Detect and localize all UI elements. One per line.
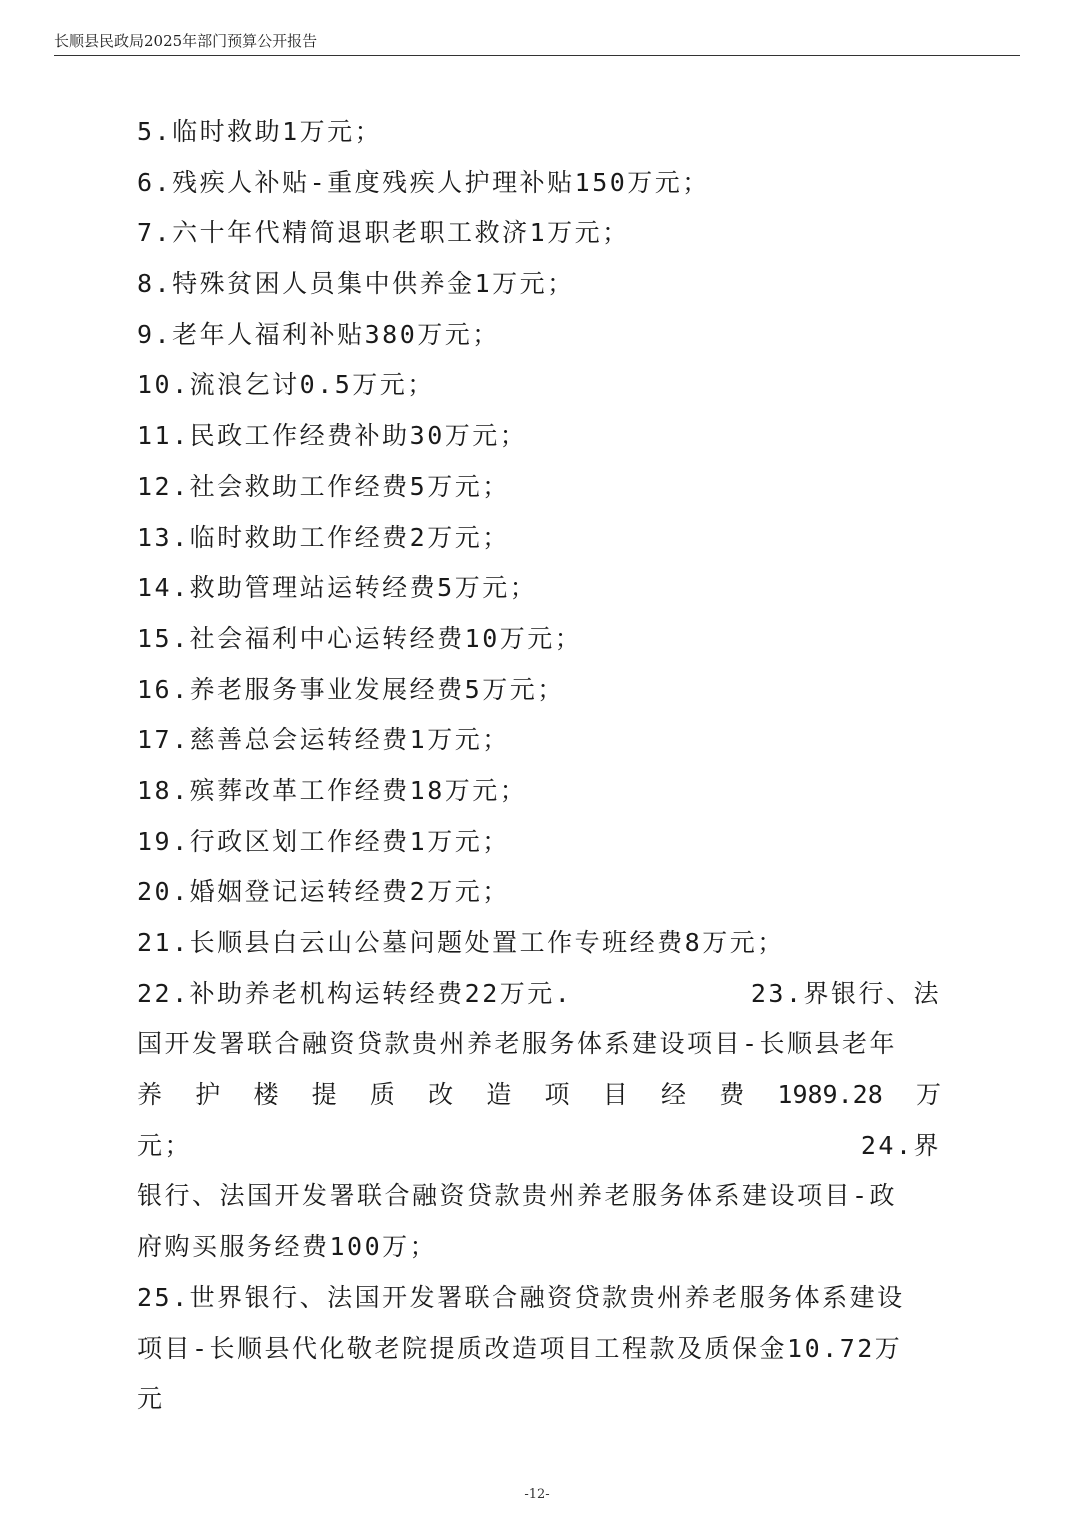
list-item: 17.慈善总会运转经费1万元； — [137, 725, 510, 755]
list-item: 10.流浪乞讨0.5万元； — [137, 370, 435, 400]
item-23-start: 23.界银行、法 — [750, 978, 941, 1008]
list-item: 14.救助管理站运转经费5万元； — [137, 573, 538, 603]
spread-char: 目 — [602, 1080, 628, 1110]
list-item: 18.殡葬改革工作经费18万元； — [137, 775, 528, 805]
item-23-spread-line — [137, 1070, 941, 1121]
spread-amount: 1989.28 — [777, 1080, 883, 1110]
list-item: 15.社会福利中心运转经费10万元； — [137, 623, 583, 653]
list-item: 9.老年人福利补贴380万元； — [137, 319, 500, 349]
item-22-text: 22.补助养老机构运转经费22万元. — [137, 978, 573, 1008]
list-item: 6.残疾人补贴-重度残疾人护理补贴150万元； — [137, 167, 710, 197]
item-24-continuation: 银行、法国开发署联合融资贷款贵州养老服务体系建设项目-政 — [137, 1181, 898, 1211]
item-25-line: 元 — [137, 1384, 165, 1414]
item-23-continuation: 国开发署联合融资贷款贵州养老服务体系建设项目-长顺县老年 — [137, 1029, 898, 1059]
spread-char: 造 — [486, 1080, 512, 1110]
list-item-22-23 — [137, 969, 941, 1020]
spread-char: 万 — [915, 1080, 941, 1110]
item-23-end-line — [137, 1121, 941, 1172]
list-item: 19.行政区划工作经费1万元； — [137, 826, 510, 856]
list-item: 13.临时救助工作经费2万元； — [137, 522, 510, 552]
item-24-start: 24.界 — [860, 1130, 941, 1160]
document-body — [137, 107, 941, 1425]
list-item: 5.临时救助1万元； — [137, 117, 383, 146]
page-header-title: 长顺县民政局2025年部门预算公开报告 — [54, 32, 318, 50]
item-25-line: 25.世界银行、法国开发署联合融资贷款贵州养老服务体系建设 — [137, 1282, 905, 1312]
spread-char: 质 — [369, 1080, 395, 1110]
spread-char: 改 — [428, 1080, 454, 1110]
list-item: 7.六十年代精简退职老职工救济1万元； — [137, 218, 630, 248]
header-divider — [54, 55, 1020, 56]
spread-char: 项 — [544, 1080, 570, 1110]
list-item: 16.养老服务事业发展经费5万元； — [137, 674, 565, 704]
item-25-line: 项目-长顺县代化敬老院提质改造项目工程款及质保金10.72万 — [137, 1333, 903, 1363]
list-item: 8.特殊贫困人员集中供养金1万元； — [137, 269, 575, 299]
item-23-end: 元； — [137, 1130, 193, 1160]
spread-char: 护 — [195, 1080, 221, 1110]
spread-char: 养 — [137, 1080, 163, 1110]
list-item: 12.社会救助工作经费5万元； — [137, 471, 510, 501]
spread-char: 费 — [719, 1080, 745, 1110]
item-24-end: 府购买服务经费100万； — [137, 1232, 438, 1262]
list-item: 20.婚姻登记运转经费2万元； — [137, 877, 510, 907]
spread-char: 楼 — [253, 1080, 279, 1110]
spread-char: 经 — [660, 1080, 686, 1110]
page-number: -12- — [524, 1487, 550, 1502]
list-item: 21.长顺县白云山公墓问题处置工作专班经费8万元； — [137, 928, 785, 957]
list-item: 11.民政工作经费补助30万元； — [137, 421, 528, 451]
spread-char: 提 — [311, 1080, 337, 1110]
